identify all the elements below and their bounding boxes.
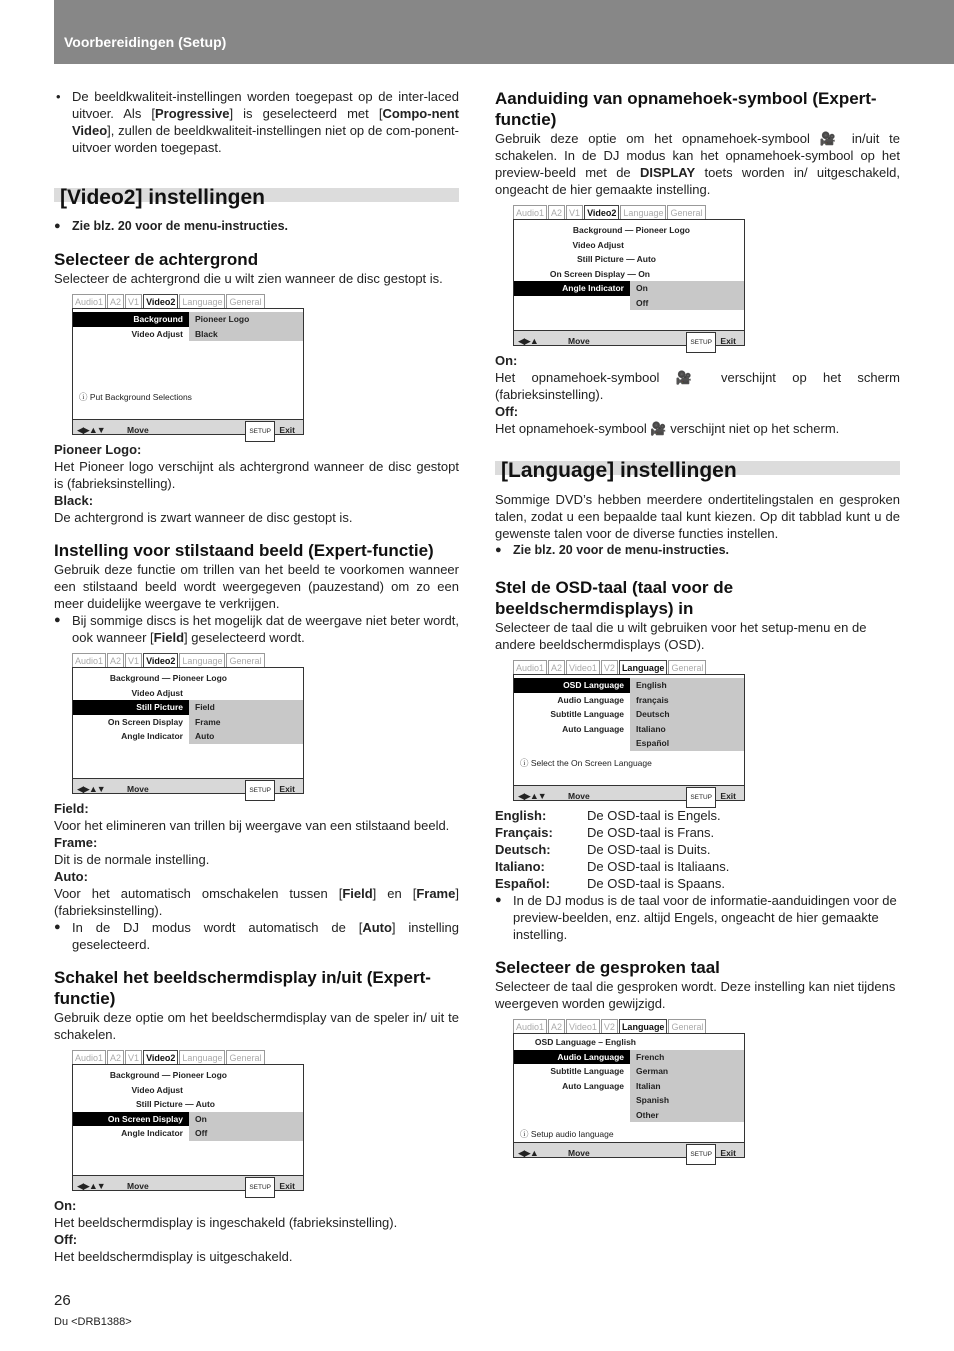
page-header [54, 0, 954, 64]
camera-angle-icon: 🎥 [650, 421, 667, 436]
section-title: Voorbereidingen (Setup) [64, 34, 227, 50]
doc-code: Du <DRB1388> [54, 1316, 132, 1328]
osd-screen-osd-language: Audio1 A2 Video1 V2 Language General OSD Language Audio Language Subtitle Language Auto Language English français Deutsch Italiano Español ⓘ Select the On Screen Language ◀▶▲▼ Move SETUP Exit [513, 659, 745, 801]
background-text: Selecteer de achtergrond die u wilt zien wanneer de disc gestopt is. [54, 271, 443, 286]
angle-heading: Aanduiding van opnamehoek-symbool (Expert-functie) [495, 89, 877, 129]
arrow-keys-icon: ◀▶▲▼ [518, 791, 546, 801]
intro-paragraph: • De beeldkwaliteit-instellingen worden toegepast op de inter-laced uitvoer. Als [Progressive] is geselecteerd met [Compo-nent Video], zullen de beeldkwaliteit-instellingen niet op de com-ponent-uitvoer worden toegepast. [54, 88, 459, 156]
osd-screen-background: Audio1 A2 V1 Video2 Language General Background Video Adjust Pioneer Logo Black ⓘ Put Background Selections ◀▶▲▼ Move SETUP Exit [72, 293, 304, 435]
video2-section-title: [Video2] instellingen [54, 174, 459, 208]
menu-note: ● Zie blz. 20 voor de menu-instructies. [54, 218, 459, 235]
page-number: 26 [54, 1292, 71, 1309]
arrow-keys-icon: ◀▶▲▼ [77, 1181, 105, 1191]
osd-screen-on-screen-display: Audio1 A2 V1 Video2 Language General Background — Pioneer Logo Video Adjust Still Picture — Auto On Screen Display Angle Indicator On Off ◀▶▲▼ Move SETUP Exit [72, 1049, 304, 1191]
osd-screen-still-picture: Audio1 A2 V1 Video2 Language General Background — Pioneer Logo Video Adjust Still Picture On Screen Display Angle Indicator Field Frame Auto ◀▶▲▼ Move SETUP Exit [72, 652, 304, 794]
osd-tabs: Audio1 A2 V1 Video2 Language General [72, 293, 304, 308]
right-column: Aanduiding van opnamehoek-symbool (Expert-functie) Gebruik deze optie om het opnamehoek-symbool 🎥 in/uit te schakelen. In de DJ modus kan het opnamehoek-symbool op het preview-beeld met de DISPLAY toets worden in/ uitgeschakeld, ongeacht de hier gemaakte instelling. Audio1 A2 V1 Video2 Language General Background — Pioneer Logo Video Adjust Still Picture — Auto On Screen Display — On Angle Indicator On Off ◀▶▲ Move SETUP Exit On: Het opnamehoek-symbool 🎥 verschijnt op het scherm (fabrieksinstelling). Off: Het opnamehoek-symbool 🎥 verschijnt niet op het scherm. [Language] instellingen Sommige DVD’s hebben meerdere ondertitelingstalen en gesproken talen, zodat u een bepaalde taal kunt kiezen. Op dit tabblad kunt u de gewenste talen voor de diverse functies instellen. ● Zie blz. 20 voor de menu-instructies. Stel de OSD-taal (taal voor de beeldschermdisplays) in Selecteer de taal die u wilt gebruiken voor het setup-menu en de andere beeldschermdisplays (OSD). Audio1 A2 Video1 V2 Language General OSD Language Audio Language Subtitle Language Auto Language English français Deutsch Italiano Español ⓘ Select the On Screen Language ◀▶▲▼ Move SETUP Exit English: De OSD-taal is Engels. Français: De OSD-taal is Frans. Deutsch: De OSD-taal is Duits. Italiano: De OSD-taal is Italiaans. Español: De OSD-taal is Spaans. ● In de DJ modus is de taal voor de informatie-aanduidingen voor de preview-beelden, enz. altijd Engels, ongeacht de hier gemaakte instelling. Selecteer de gesproken taal Selecteer de taal die gesproken wordt. Deze instelling kan niet tijdens weergeven worden gewijzigd. Audio1 A2 Video1 V2 Language General OSD Language – English Audio Language Subtitle Language Auto Language French German Italian Spanish Other ⓘ Setup audio language ◀▶▲ Move SETUP Exit [495, 88, 900, 1164]
camera-angle-icon: 🎥 [675, 370, 705, 385]
background-heading: Selecteer de achtergrond [54, 250, 259, 269]
osd-language-heading: Stel de OSD-taal (taal voor de beeldschermdisplays) in [495, 578, 734, 618]
arrow-keys-icon: ◀▶▲ [518, 336, 538, 346]
osd-screen-angle-indicator: Audio1 A2 V1 Video2 Language General Background — Pioneer Logo Video Adjust Still Picture — Auto On Screen Display — On Angle Indicator On Off ◀▶▲ Move SETUP Exit [513, 204, 745, 346]
info-icon: ⓘ Put Background Selections [79, 392, 192, 402]
audio-language-heading: Selecteer de gesproken taal [495, 958, 720, 977]
osd-heading: Schakel het beeldschermdisplay in/uit (Expert-functie) [54, 968, 431, 1008]
arrow-keys-icon: ◀▶▲▼ [77, 425, 105, 435]
camera-angle-icon: 🎥 [819, 131, 843, 146]
left-column: • De beeldkwaliteit-instellingen worden toegepast op de inter-laced uitvoer. Als [Progressive] is geselecteerd met [Compo-nent Video], zullen de beeldkwaliteit-instellingen niet op de com-ponent-uitvoer worden toegepast. [Video2] instellingen ● Zie blz. 20 voor de menu-instructies. Selecteer de achtergrond Selecteer de achtergrond die u wilt zien wanneer de disc gestopt is. Audio1 A2 V1 Video2 Language General Background Video Adjust Pioneer Logo Black ⓘ Put Background Selections ◀▶▲▼ Move SETUP Exit Pioneer Logo: Het Pioneer logo verschijnt als achtergrond wanneer de disc gestopt is (fabrieksinstelling). Black: De achtergrond is zwart wanneer de disc gestopt is. Instelling voor stilstaand beeld (Expert-functie) Gebruik deze functie om trillen van het beeld te voorkomen wanneer een stilstaand beeld wordt weergegeven (pauzestand) om zo een meer duidelijke weergave te verkrijgen. ● Bij sommige discs is het mogelijk dat de weergave niet beter wordt, ook wanneer [Field] geselecteerd wordt. Audio1 A2 V1 Video2 Language General Background — Pioneer Logo Video Adjust Still Picture On Screen Display Angle Indicator Field Frame Auto ◀▶▲▼ Move SETUP Exit Field: Voor het elimineren van trillen bij weergave van een stilstaand beeld. Frame: Dit is de normale instelling. Auto: Voor het automatisch omschakelen tussen [Field] en [Frame] (fabrieksinstelling). ● In de DJ modus wordt automatisch de [Auto] instelling geselecteerd. Schakel het beeldschermdisplay in/uit (Expert-functie) Gebruik deze optie om het beeldschermdisplay van de speler in/ uit te schakelen. Audio1 A2 V1 Video2 Language General Background — Pioneer Logo Video Adjust Still Picture — Auto On Screen Display Angle Indicator On Off ◀▶▲▼ Move SETUP Exit On: Het beeldschermdisplay is ingeschakeld (fabrieksinstelling). Off: Het beeldschermdisplay is uitgeschakeld. [54, 88, 459, 1265]
arrow-keys-icon: ◀▶▲▼ [77, 784, 105, 794]
osd-screen-audio-language: Audio1 A2 Video1 V2 Language General OSD Language – English Audio Language Subtitle Language Auto Language French German Italian Spanish Other ⓘ Setup audio language ◀▶▲ Move SETUP Exit [513, 1018, 745, 1158]
arrow-keys-icon: ◀▶▲ [518, 1148, 538, 1158]
language-section-title: [Language] instellingen [495, 447, 900, 481]
osd-language-table: English: De OSD-taal is Engels. Français: De OSD-taal is Frans. Deutsch: De OSD-taal is Duits. Italiano: De OSD-taal is Italiaans. Español: De OSD-taal is Spaans. [495, 808, 730, 891]
still-heading: Instelling voor stilstaand beeld (Expert-functie) [54, 541, 434, 560]
